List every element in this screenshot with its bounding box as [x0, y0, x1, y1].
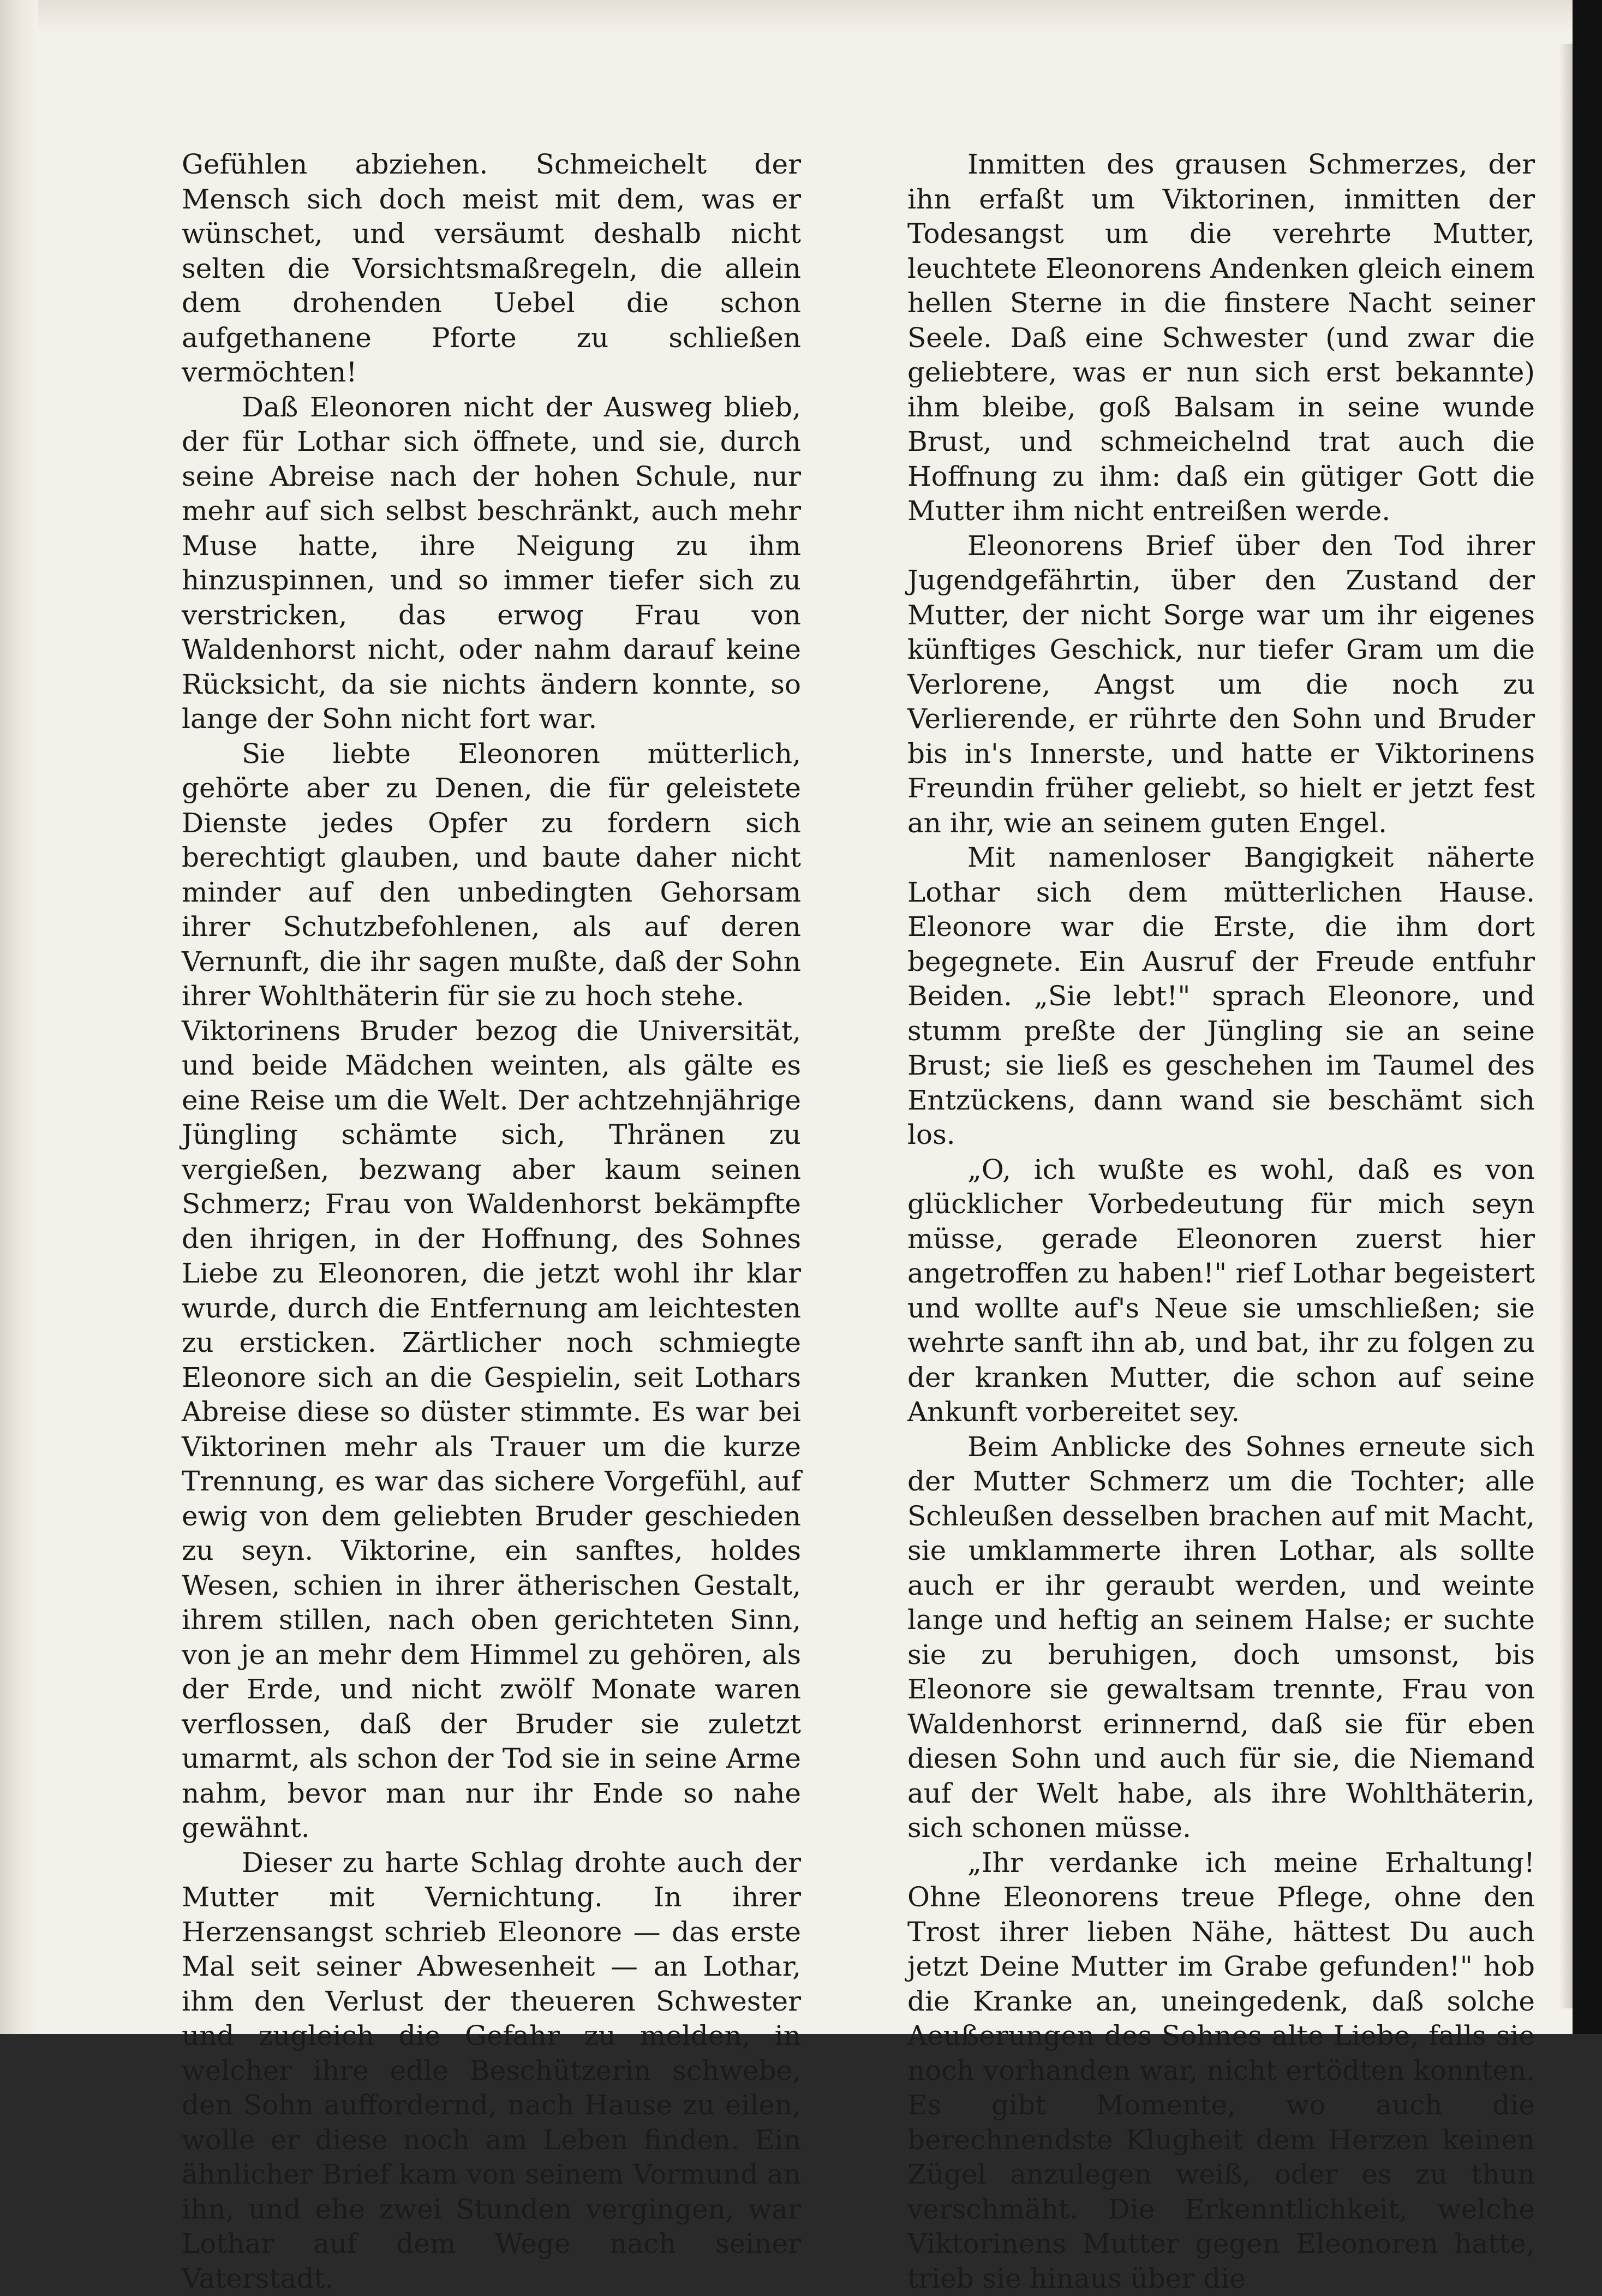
paragraph: Sie liebte Eleonoren mütterlich, gehörte aber zu Denen, die für geleistete Dienste jedes Opfer zu fordern sich berechtigt glauben, und baute daher nicht minder auf den unbedingten Gehorsam ihrer Schutzbefohlenen, als auf deren Vernunft, die ihr sagen mußte, daß der Sohn ihrer Wohlthäterin für sie zu hoch stehe.	[182, 737, 801, 1014]
page-top-edge	[0, 0, 1602, 33]
paragraph: Viktorinens Bruder bezog die Universität, und beide Mädchen weinten, als gälte es eine Reise um die Welt. Der achtzehnjährige Jüngling schämte sich, Thränen zu vergießen, bezwang aber kaum seinen Schmerz; Frau von Waldenhorst bekämpfte den ihrigen, in der Hoffnung, des Sohnes Liebe zu Eleonoren, die jetzt wohl ihr klar wurde, durch die Entfernung am leichtesten zu ersticken. Zärtlicher noch schmiegte Eleonore sich an die Gespielin, seit Lothars Abreise diese so düster stimmte. Es war bei Viktorinen mehr als Trauer um die kurze Trennung, es war das sichere Vorgefühl, auf ewig von dem geliebten Bruder geschieden zu seyn. Viktorine, ein sanftes, holdes Wesen, schien in ihrer ätherischen Gestalt, ihrem stillen, nach oben gerichteten Sinn, von je an mehr dem Himmel zu gehören, als der Erde, und nicht zwölf Monate waren verflossen, daß der Bruder sie zuletzt umarmt, als schon der Tod sie in seine Arme nahm, bevor man nur ihr Ende so nahe gewähnt.	[182, 1014, 801, 1846]
paragraph: Beim Anblicke des Sohnes erneute sich der Mutter Schmerz um die Tochter; alle Schleußen desselben brachen auf mit Macht, sie umklammerte ihren Lothar, als sollte auch er ihr geraubt werden, und weinte lange und heftig an seinem Halse; er suchte sie zu beruhigen, doch umsonst, bis Eleonore sie gewaltsam trennte, Frau von Waldenhorst erinnernd, daß sie für eben diesen Sohn und auch für sie, die Niemand auf der Welt habe, als ihre Wohlthäterin, sich schonen müsse.	[907, 1430, 1535, 1846]
page-left-edge	[0, 0, 38, 2034]
scan-dark-border	[1573, 0, 1602, 2034]
paragraph: Mit namenloser Bangigkeit näherte Lothar sich dem mütterlichen Hause. Eleonore war die Erste, die ihm dort begegnete. Ein Ausruf der Freude entfuhr Beiden. „Sie lebt!" sprach Eleonore, und stumm preßte der Jüngling sie an seine Brust; sie ließ es geschehen im Taumel des Entzückens, dann wand sie beschämt sich los.	[907, 840, 1535, 1153]
paragraph: „Ihr verdanke ich meine Erhaltung! Ohne Eleonorens treue Pflege, ohne den Trost ihrer lieben Nähe, hättest Du auch jetzt Deine Mutter im Grabe gefunden!" hob die Kranke an, uneingedenk, daß solche Aeußerungen des Sohnes alte Liebe, falls sie noch vorhanden war, nicht ertödten konnten. Es gibt Momente, wo auch die berechnendste Klugheit dem Herzen keinen Zügel anzulegen weiß, oder es zu thun verschmäht. Die Erkenntlichkeit, welche Viktorinens Mutter gegen Eleonoren hatte, trieb sie hinaus über die	[907, 1846, 1535, 2296]
right-text-column	[907, 147, 1535, 1927]
paragraph: Dieser zu harte Schlag drohte auch der Mutter mit Vernichtung. In ihrer Herzensangst schrieb Eleonore — das erste Mal seit seiner Abwesenheit — an Lothar, ihm den Verlust der theueren Schwester und zugleich die Gefahr zu melden, in welcher ihre edle Beschützerin schwebe, den Sohn auffordernd, nach Hause zu eilen, wolle er diese noch am Leben finden. Ein ähnlicher Brief kam von seinem Vormund an ihn, und ehe zwei Stunden vergingen, war Lothar auf dem Wege nach seiner Vaterstadt.	[182, 1846, 801, 2296]
paragraph: Gefühlen abziehen. Schmeichelt der Mensch sich doch meist mit dem, was er wünschet, und versäumt deshalb nicht selten die Vorsichtsmaßregeln, die allein dem drohenden Uebel die schon aufgethanene Pforte zu schließen vermöchten!	[182, 147, 801, 390]
page-right-fold	[1559, 44, 1573, 2008]
paragraph: Daß Eleonoren nicht der Ausweg blieb, der für Lothar sich öffnete, und sie, durch seine Abreise nach der hohen Schule, nur mehr auf sich selbst beschränkt, auch mehr Muse hatte, ihre Neigung zu ihm hinzuspinnen, und so immer tiefer sich zu verstricken, das erwog Frau von Waldenhorst nicht, oder nahm darauf keine Rücksicht, da sie nichts ändern konnte, so lange der Sohn nicht fort war.	[182, 390, 801, 737]
left-text-column	[182, 147, 801, 1927]
paragraph: Inmitten des grausen Schmerzes, der ihn erfaßt um Viktorinen, inmitten der Todesangst um die verehrte Mutter, leuchtete Eleonorens Andenken gleich einem hellen Sterne in die finstere Nacht seiner Seele. Daß eine Schwester (und zwar die geliebtere, was er nun sich erst bekannte) ihm bleibe, goß Balsam in seine wunde Brust, und schmeichelnd trat auch die Hoffnung zu ihm: daß ein gütiger Gott die Mutter ihm nicht entreißen werde.	[907, 147, 1535, 529]
paragraph: „O, ich wußte es wohl, daß es von glücklicher Vorbedeutung für mich seyn müsse, gerade Eleonoren zuerst hier angetroffen zu haben!" rief Lothar begeistert und wollte auf's Neue sie umschließen; sie wehrte sanft ihn ab, und bat, ihr zu folgen zu der kranken Mutter, die schon auf seine Ankunft vorbereitet sey.	[907, 1153, 1535, 1430]
paragraph: Eleonorens Brief über den Tod ihrer Jugendgefährtin, über den Zustand der Mutter, der nicht Sorge war um ihr eigenes künftiges Geschick, nur tiefer Gram um die Verlorene, Angst um die noch zu Verlierende, er rührte den Sohn und Bruder bis in's Innerste, und hatte er Viktorinens Freundin früher geliebt, so hielt er jetzt fest an ihr, wie an seinem guten Engel.	[907, 529, 1535, 841]
